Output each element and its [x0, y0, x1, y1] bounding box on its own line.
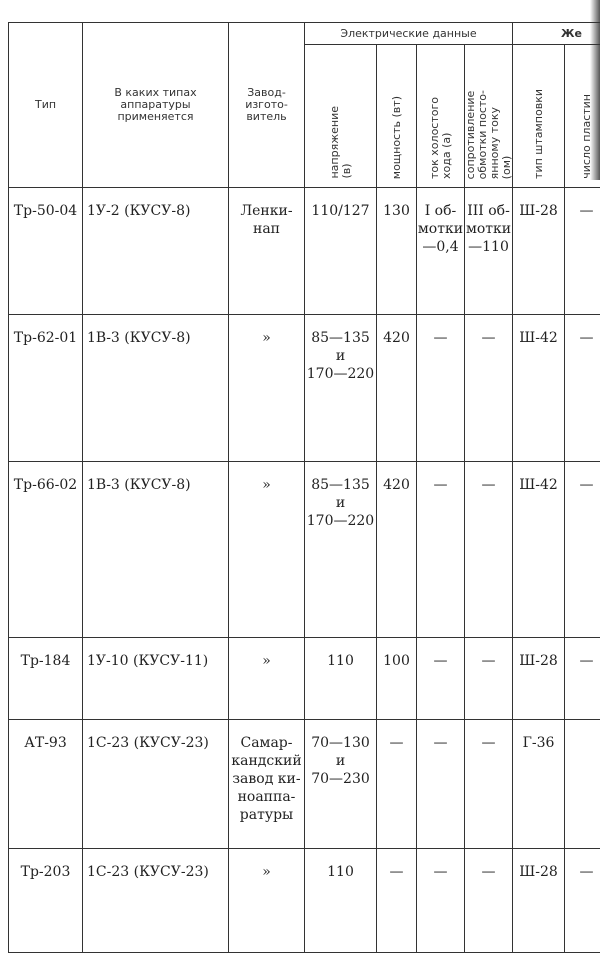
cell-power: 130 — [377, 188, 417, 315]
header-stamping: тип штамповки — [533, 89, 545, 179]
cell-used-in: 1В-3 (КУСУ-8) — [83, 462, 229, 638]
cell-idle: — — [417, 315, 465, 462]
cell-type: Тр-184 — [9, 638, 83, 720]
cell-idle: — — [417, 720, 465, 849]
table-row — [9, 720, 600, 849]
cell-manufacturer: » — [229, 462, 305, 638]
cell-manufacturer: » — [229, 315, 305, 462]
cell-power: 420 — [377, 315, 417, 462]
header-idle-cell — [417, 45, 465, 188]
cell-resistance: — — [465, 315, 513, 462]
cell-resistance: — — [465, 462, 513, 638]
cell-resistance: — — [465, 720, 513, 849]
cell-power: 100 — [377, 638, 417, 720]
header-power: мощность (вт) — [391, 96, 403, 179]
cell-power: — — [377, 720, 417, 849]
table-row — [9, 188, 600, 315]
cell-stamping: Ш-28 — [513, 188, 565, 315]
cell-resistance: III об- мотки —110 — [465, 188, 513, 315]
cell-type: Тр-62-01 — [9, 315, 83, 462]
cell-voltage: 85—135 и 170—220 — [305, 315, 377, 462]
transformer-table — [8, 22, 600, 953]
cell-manufacturer: Ленки- нап — [229, 188, 305, 315]
cell-stamping: Ш-42 — [513, 462, 565, 638]
cell-used-in: 1С-23 (КУСУ-23) — [83, 849, 229, 953]
cell-type: АТ-93 — [9, 720, 83, 849]
cell-stamping: Ш-28 — [513, 849, 565, 953]
table-row — [9, 638, 600, 720]
cell-voltage: 70—130 и 70—230 — [305, 720, 377, 849]
header-voltage: напряжение (в) — [329, 106, 353, 179]
cell-plates: — — [565, 315, 600, 462]
cell-voltage: 110 — [305, 849, 377, 953]
cell-plates — [565, 720, 600, 849]
cell-resistance: — — [465, 638, 513, 720]
cell-used-in: 1С-23 (КУСУ-23) — [83, 720, 229, 849]
cell-type: Тр-50-04 — [9, 188, 83, 315]
cell-idle: I об- мотки —0,4 — [417, 188, 465, 315]
cell-voltage: 110 — [305, 638, 377, 720]
header-partial-group: Же — [513, 23, 600, 45]
cell-type: Тр-203 — [9, 849, 83, 953]
cell-power: 420 — [377, 462, 417, 638]
cell-stamping: Ш-28 — [513, 638, 565, 720]
header-plates: число пластин — [581, 94, 593, 179]
header-used-in: В каких типах аппаратуры применяется — [83, 23, 229, 188]
cell-manufacturer: » — [229, 849, 305, 953]
cell-used-in: 1В-3 (КУСУ-8) — [83, 315, 229, 462]
table-row — [9, 849, 600, 953]
cell-type: Тр-66-02 — [9, 462, 83, 638]
cell-idle: — — [417, 462, 465, 638]
cell-power: — — [377, 849, 417, 953]
cell-plates: — — [565, 638, 600, 720]
cell-idle: — — [417, 849, 465, 953]
cell-manufacturer: » — [229, 638, 305, 720]
cell-used-in: 1У-10 (КУСУ-11) — [83, 638, 229, 720]
header-stamping-cell — [513, 45, 565, 188]
cell-plates: — — [565, 462, 600, 638]
header-voltage-cell — [305, 45, 377, 188]
cell-plates: — — [565, 188, 600, 315]
header-electrical-group: Электрические данные — [305, 23, 513, 45]
header-manufacturer: Завод-изгото-витель — [229, 23, 305, 188]
table-row — [9, 315, 600, 462]
cell-idle: — — [417, 638, 465, 720]
header-idle-current: ток холостого хода (а) — [429, 97, 453, 179]
header-resistance: сопротивление обмотки посто- янному току (ом) — [465, 90, 513, 179]
cell-voltage: 110/127 — [305, 188, 377, 315]
cell-manufacturer: Самар- кандский завод ки- ноаппа- ратуры — [229, 720, 305, 849]
cell-voltage: 85—135 и 170—220 — [305, 462, 377, 638]
header-power-cell — [377, 45, 417, 188]
cell-resistance: — — [465, 849, 513, 953]
table-row — [9, 462, 600, 638]
cell-used-in: 1У-2 (КУСУ-8) — [83, 188, 229, 315]
header-plates-cell — [565, 45, 600, 188]
cell-stamping: Ш-42 — [513, 315, 565, 462]
cell-stamping: Г-36 — [513, 720, 565, 849]
header-type: Тип — [9, 23, 83, 188]
header-resistance-cell — [465, 45, 513, 188]
cell-plates: — — [565, 849, 600, 953]
